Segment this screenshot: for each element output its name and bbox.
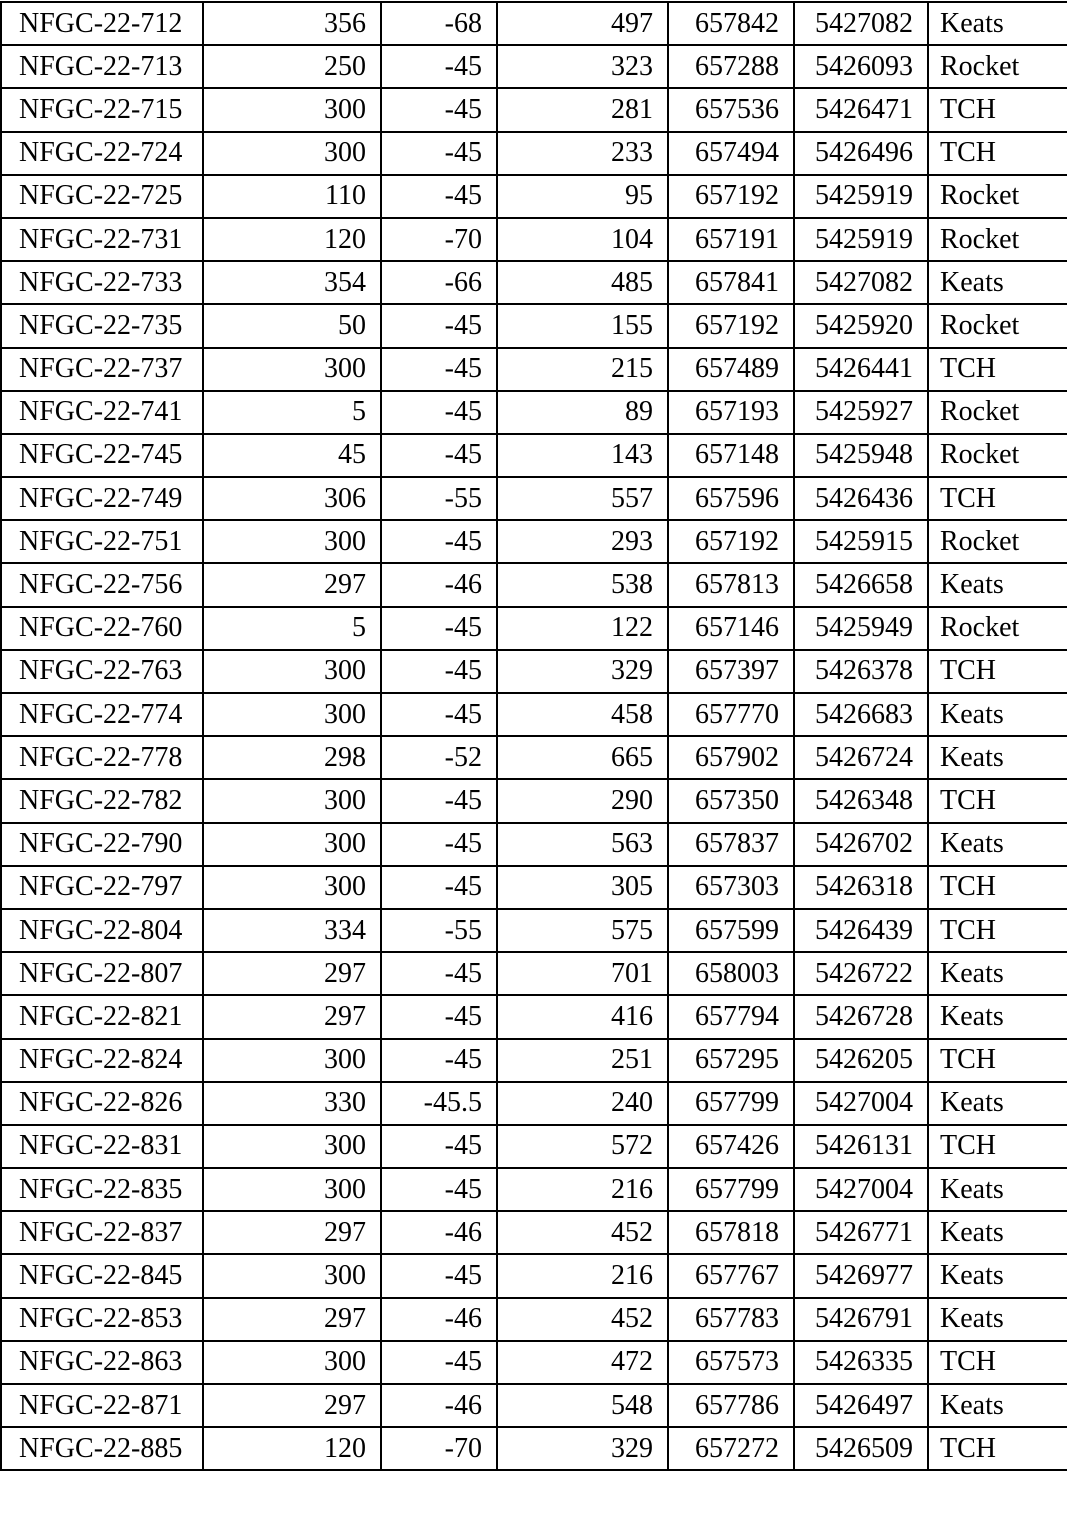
- cell-col-5: 657272: [668, 1427, 794, 1470]
- table-row: [1, 520, 1067, 563]
- table-row: [1, 391, 1067, 434]
- cell-hole-id: NFGC-22-745: [1, 434, 203, 477]
- cell-col-3: -45: [381, 1254, 497, 1297]
- cell-col-3: -68: [381, 2, 497, 45]
- cell-col-6: 5426728: [794, 995, 928, 1038]
- cell-col-2: 300: [203, 866, 381, 909]
- cell-col-6: 5426378: [794, 650, 928, 693]
- cell-col-7: TCH: [928, 88, 1067, 131]
- cell-col-7: TCH: [928, 1341, 1067, 1384]
- table-row: [1, 952, 1067, 995]
- cell-hole-id: NFGC-22-713: [1, 45, 203, 88]
- cell-col-5: 658003: [668, 952, 794, 995]
- cell-col-7: Keats: [928, 1298, 1067, 1341]
- cell-col-4: 452: [497, 1211, 668, 1254]
- table-row: [1, 1168, 1067, 1211]
- cell-col-3: -46: [381, 1384, 497, 1427]
- cell-col-7: TCH: [928, 348, 1067, 391]
- cell-col-4: 290: [497, 779, 668, 822]
- cell-col-2: 300: [203, 1341, 381, 1384]
- cell-col-2: 300: [203, 1168, 381, 1211]
- cell-col-6: 5425927: [794, 391, 928, 434]
- cell-col-5: 657841: [668, 261, 794, 304]
- cell-col-6: 5426509: [794, 1427, 928, 1470]
- table-row: [1, 693, 1067, 736]
- cell-col-7: TCH: [928, 909, 1067, 952]
- cell-col-3: -45: [381, 952, 497, 995]
- cell-col-4: 281: [497, 88, 668, 131]
- table-row: [1, 88, 1067, 131]
- cell-hole-id: NFGC-22-733: [1, 261, 203, 304]
- cell-col-3: -45: [381, 693, 497, 736]
- cell-hole-id: NFGC-22-731: [1, 218, 203, 261]
- cell-hole-id: NFGC-22-782: [1, 779, 203, 822]
- cell-col-7: TCH: [928, 650, 1067, 693]
- cell-col-7: Rocket: [928, 175, 1067, 218]
- table-body: [1, 2, 1067, 1470]
- cell-col-4: 155: [497, 304, 668, 347]
- cell-hole-id: NFGC-22-837: [1, 1211, 203, 1254]
- cell-col-6: 5425920: [794, 304, 928, 347]
- table-row: [1, 995, 1067, 1038]
- cell-hole-id: NFGC-22-871: [1, 1384, 203, 1427]
- cell-hole-id: NFGC-22-804: [1, 909, 203, 952]
- cell-col-5: 657770: [668, 693, 794, 736]
- table-row: [1, 1341, 1067, 1384]
- cell-col-3: -45: [381, 88, 497, 131]
- cell-col-3: -55: [381, 477, 497, 520]
- cell-col-6: 5426093: [794, 45, 928, 88]
- cell-col-7: Rocket: [928, 391, 1067, 434]
- cell-hole-id: NFGC-22-778: [1, 736, 203, 779]
- cell-col-4: 563: [497, 823, 668, 866]
- cell-col-5: 657902: [668, 736, 794, 779]
- cell-hole-id: NFGC-22-735: [1, 304, 203, 347]
- table-row: [1, 823, 1067, 866]
- cell-hole-id: NFGC-22-715: [1, 88, 203, 131]
- cell-col-4: 216: [497, 1168, 668, 1211]
- cell-col-5: 657799: [668, 1082, 794, 1125]
- cell-hole-id: NFGC-22-835: [1, 1168, 203, 1211]
- cell-col-6: 5425949: [794, 607, 928, 650]
- cell-col-2: 297: [203, 1298, 381, 1341]
- cell-col-3: -45: [381, 1168, 497, 1211]
- cell-col-6: 5426439: [794, 909, 928, 952]
- cell-col-3: -45: [381, 1039, 497, 1082]
- cell-col-7: Rocket: [928, 45, 1067, 88]
- cell-col-3: -46: [381, 1298, 497, 1341]
- cell-hole-id: NFGC-22-763: [1, 650, 203, 693]
- cell-col-5: 657599: [668, 909, 794, 952]
- cell-col-7: Rocket: [928, 304, 1067, 347]
- cell-col-4: 416: [497, 995, 668, 1038]
- cell-col-2: 50: [203, 304, 381, 347]
- table-row: [1, 132, 1067, 175]
- cell-col-3: -45: [381, 866, 497, 909]
- cell-col-7: Rocket: [928, 218, 1067, 261]
- cell-col-2: 297: [203, 1211, 381, 1254]
- cell-col-6: 5426471: [794, 88, 928, 131]
- cell-col-3: -52: [381, 736, 497, 779]
- cell-col-4: 329: [497, 1427, 668, 1470]
- cell-col-4: 215: [497, 348, 668, 391]
- cell-hole-id: NFGC-22-725: [1, 175, 203, 218]
- cell-col-6: 5427004: [794, 1168, 928, 1211]
- cell-col-2: 306: [203, 477, 381, 520]
- cell-col-2: 120: [203, 218, 381, 261]
- cell-col-3: -45: [381, 348, 497, 391]
- cell-col-4: 458: [497, 693, 668, 736]
- cell-col-4: 548: [497, 1384, 668, 1427]
- cell-col-2: 354: [203, 261, 381, 304]
- cell-col-4: 485: [497, 261, 668, 304]
- cell-col-7: TCH: [928, 1039, 1067, 1082]
- cell-col-5: 657192: [668, 175, 794, 218]
- cell-col-6: 5426977: [794, 1254, 928, 1297]
- cell-col-6: 5426436: [794, 477, 928, 520]
- cell-col-4: 216: [497, 1254, 668, 1297]
- cell-col-3: -46: [381, 563, 497, 606]
- cell-col-6: 5426441: [794, 348, 928, 391]
- cell-col-2: 300: [203, 650, 381, 693]
- cell-col-7: TCH: [928, 779, 1067, 822]
- cell-col-6: 5426724: [794, 736, 928, 779]
- cell-hole-id: NFGC-22-760: [1, 607, 203, 650]
- cell-col-4: 233: [497, 132, 668, 175]
- cell-col-5: 657426: [668, 1125, 794, 1168]
- cell-col-6: 5426497: [794, 1384, 928, 1427]
- cell-col-4: 89: [497, 391, 668, 434]
- cell-col-7: Keats: [928, 952, 1067, 995]
- table-row: [1, 1254, 1067, 1297]
- cell-col-5: 657303: [668, 866, 794, 909]
- cell-col-4: 251: [497, 1039, 668, 1082]
- cell-col-7: Keats: [928, 1082, 1067, 1125]
- cell-col-5: 657397: [668, 650, 794, 693]
- cell-col-2: 298: [203, 736, 381, 779]
- cell-col-6: 5427082: [794, 261, 928, 304]
- cell-col-2: 297: [203, 1384, 381, 1427]
- cell-col-2: 5: [203, 607, 381, 650]
- cell-col-2: 110: [203, 175, 381, 218]
- cell-col-7: Keats: [928, 1254, 1067, 1297]
- cell-hole-id: NFGC-22-751: [1, 520, 203, 563]
- cell-col-2: 300: [203, 348, 381, 391]
- cell-col-6: 5427004: [794, 1082, 928, 1125]
- cell-col-4: 701: [497, 952, 668, 995]
- table-row: [1, 175, 1067, 218]
- cell-col-7: Keats: [928, 261, 1067, 304]
- cell-hole-id: NFGC-22-724: [1, 132, 203, 175]
- cell-col-3: -45: [381, 650, 497, 693]
- table-row: [1, 261, 1067, 304]
- table-row: [1, 1298, 1067, 1341]
- table-row: [1, 1125, 1067, 1168]
- cell-col-3: -45: [381, 391, 497, 434]
- cell-col-5: 657146: [668, 607, 794, 650]
- cell-col-4: 305: [497, 866, 668, 909]
- cell-col-4: 575: [497, 909, 668, 952]
- cell-col-4: 95: [497, 175, 668, 218]
- cell-col-6: 5426683: [794, 693, 928, 736]
- cell-col-7: Rocket: [928, 520, 1067, 563]
- cell-col-3: -45: [381, 520, 497, 563]
- cell-col-7: Keats: [928, 1168, 1067, 1211]
- cell-col-5: 657288: [668, 45, 794, 88]
- cell-col-2: 300: [203, 1254, 381, 1297]
- cell-hole-id: NFGC-22-741: [1, 391, 203, 434]
- cell-col-7: Keats: [928, 1384, 1067, 1427]
- cell-col-2: 300: [203, 1039, 381, 1082]
- table-row: [1, 607, 1067, 650]
- cell-col-6: 5426791: [794, 1298, 928, 1341]
- cell-col-6: 5426348: [794, 779, 928, 822]
- table-row: [1, 736, 1067, 779]
- cell-col-4: 497: [497, 2, 668, 45]
- cell-col-5: 657842: [668, 2, 794, 45]
- cell-hole-id: NFGC-22-797: [1, 866, 203, 909]
- cell-hole-id: NFGC-22-885: [1, 1427, 203, 1470]
- cell-col-3: -45: [381, 175, 497, 218]
- cell-col-5: 657148: [668, 434, 794, 477]
- cell-col-2: 5: [203, 391, 381, 434]
- cell-col-3: -45.5: [381, 1082, 497, 1125]
- table-row: [1, 348, 1067, 391]
- cell-hole-id: NFGC-22-853: [1, 1298, 203, 1341]
- cell-col-2: 300: [203, 1125, 381, 1168]
- cell-hole-id: NFGC-22-824: [1, 1039, 203, 1082]
- cell-col-2: 250: [203, 45, 381, 88]
- cell-hole-id: NFGC-22-807: [1, 952, 203, 995]
- cell-hole-id: NFGC-22-790: [1, 823, 203, 866]
- cell-col-3: -70: [381, 1427, 497, 1470]
- cell-hole-id: NFGC-22-863: [1, 1341, 203, 1384]
- cell-col-3: -45: [381, 304, 497, 347]
- cell-col-5: 657813: [668, 563, 794, 606]
- cell-hole-id: NFGC-22-831: [1, 1125, 203, 1168]
- cell-hole-id: NFGC-22-821: [1, 995, 203, 1038]
- cell-col-3: -45: [381, 1125, 497, 1168]
- cell-col-4: 329: [497, 650, 668, 693]
- cell-col-5: 657573: [668, 1341, 794, 1384]
- cell-hole-id: NFGC-22-737: [1, 348, 203, 391]
- cell-col-3: -45: [381, 434, 497, 477]
- cell-col-4: 572: [497, 1125, 668, 1168]
- table-row: [1, 477, 1067, 520]
- table-row: [1, 1082, 1067, 1125]
- cell-col-5: 657192: [668, 304, 794, 347]
- cell-col-5: 657192: [668, 520, 794, 563]
- cell-col-5: 657786: [668, 1384, 794, 1427]
- cell-col-7: TCH: [928, 132, 1067, 175]
- cell-col-3: -45: [381, 1341, 497, 1384]
- cell-col-5: 657193: [668, 391, 794, 434]
- cell-col-2: 45: [203, 434, 381, 477]
- cell-col-4: 122: [497, 607, 668, 650]
- drillhole-data-table: [0, 1, 1067, 1471]
- cell-col-6: 5426205: [794, 1039, 928, 1082]
- cell-hole-id: NFGC-22-712: [1, 2, 203, 45]
- cell-hole-id: NFGC-22-845: [1, 1254, 203, 1297]
- cell-hole-id: NFGC-22-826: [1, 1082, 203, 1125]
- cell-col-3: -55: [381, 909, 497, 952]
- table-row: [1, 1384, 1067, 1427]
- table-row: [1, 909, 1067, 952]
- table-row: [1, 2, 1067, 45]
- table-row: [1, 45, 1067, 88]
- cell-col-3: -45: [381, 607, 497, 650]
- cell-col-5: 657767: [668, 1254, 794, 1297]
- cell-col-6: 5425915: [794, 520, 928, 563]
- cell-col-6: 5427082: [794, 2, 928, 45]
- cell-col-3: -66: [381, 261, 497, 304]
- cell-col-6: 5426702: [794, 823, 928, 866]
- cell-col-5: 657191: [668, 218, 794, 261]
- cell-col-3: -45: [381, 995, 497, 1038]
- table-row: [1, 779, 1067, 822]
- cell-col-2: 120: [203, 1427, 381, 1470]
- cell-col-3: -45: [381, 823, 497, 866]
- cell-col-2: 297: [203, 952, 381, 995]
- cell-col-5: 657837: [668, 823, 794, 866]
- cell-col-7: TCH: [928, 866, 1067, 909]
- cell-col-3: -70: [381, 218, 497, 261]
- cell-col-5: 657783: [668, 1298, 794, 1341]
- cell-col-6: 5425919: [794, 175, 928, 218]
- table-row: [1, 304, 1067, 347]
- cell-col-7: Keats: [928, 995, 1067, 1038]
- cell-col-4: 240: [497, 1082, 668, 1125]
- cell-hole-id: NFGC-22-756: [1, 563, 203, 606]
- cell-col-5: 657494: [668, 132, 794, 175]
- cell-col-4: 665: [497, 736, 668, 779]
- cell-col-4: 557: [497, 477, 668, 520]
- cell-col-7: Keats: [928, 823, 1067, 866]
- cell-col-4: 143: [497, 434, 668, 477]
- cell-col-2: 300: [203, 520, 381, 563]
- cell-col-7: Keats: [928, 2, 1067, 45]
- cell-col-2: 300: [203, 88, 381, 131]
- cell-col-7: Rocket: [928, 607, 1067, 650]
- cell-col-2: 300: [203, 132, 381, 175]
- cell-col-6: 5426131: [794, 1125, 928, 1168]
- table-row: [1, 563, 1067, 606]
- cell-col-4: 452: [497, 1298, 668, 1341]
- cell-col-2: 334: [203, 909, 381, 952]
- cell-col-7: Keats: [928, 563, 1067, 606]
- cell-col-6: 5426722: [794, 952, 928, 995]
- cell-col-5: 657799: [668, 1168, 794, 1211]
- cell-col-2: 356: [203, 2, 381, 45]
- cell-col-7: TCH: [928, 1427, 1067, 1470]
- cell-col-5: 657536: [668, 88, 794, 131]
- table-row: [1, 1427, 1067, 1470]
- cell-col-3: -46: [381, 1211, 497, 1254]
- table-row: [1, 1039, 1067, 1082]
- cell-col-2: 300: [203, 779, 381, 822]
- cell-col-5: 657350: [668, 779, 794, 822]
- cell-col-6: 5426318: [794, 866, 928, 909]
- cell-col-5: 657596: [668, 477, 794, 520]
- table-row: [1, 218, 1067, 261]
- cell-col-6: 5426335: [794, 1341, 928, 1384]
- cell-col-3: -45: [381, 45, 497, 88]
- cell-col-2: 300: [203, 823, 381, 866]
- cell-col-7: TCH: [928, 1125, 1067, 1168]
- cell-col-4: 293: [497, 520, 668, 563]
- cell-col-4: 538: [497, 563, 668, 606]
- cell-col-6: 5425948: [794, 434, 928, 477]
- cell-col-2: 330: [203, 1082, 381, 1125]
- cell-col-3: -45: [381, 132, 497, 175]
- table-row: [1, 866, 1067, 909]
- cell-col-6: 5426658: [794, 563, 928, 606]
- cell-col-6: 5426496: [794, 132, 928, 175]
- cell-col-5: 657818: [668, 1211, 794, 1254]
- cell-col-2: 300: [203, 693, 381, 736]
- cell-col-7: Keats: [928, 1211, 1067, 1254]
- cell-col-4: 323: [497, 45, 668, 88]
- cell-col-7: Keats: [928, 736, 1067, 779]
- cell-col-6: 5425919: [794, 218, 928, 261]
- table-row: [1, 1211, 1067, 1254]
- cell-col-7: TCH: [928, 477, 1067, 520]
- cell-col-2: 297: [203, 995, 381, 1038]
- cell-col-5: 657794: [668, 995, 794, 1038]
- cell-col-5: 657489: [668, 348, 794, 391]
- table-row: [1, 650, 1067, 693]
- cell-col-7: Rocket: [928, 434, 1067, 477]
- cell-hole-id: NFGC-22-774: [1, 693, 203, 736]
- cell-col-4: 472: [497, 1341, 668, 1384]
- cell-hole-id: NFGC-22-749: [1, 477, 203, 520]
- cell-col-5: 657295: [668, 1039, 794, 1082]
- cell-col-6: 5426771: [794, 1211, 928, 1254]
- cell-col-3: -45: [381, 779, 497, 822]
- cell-col-4: 104: [497, 218, 668, 261]
- table-row: [1, 434, 1067, 477]
- cell-col-2: 297: [203, 563, 381, 606]
- cell-col-7: Keats: [928, 693, 1067, 736]
